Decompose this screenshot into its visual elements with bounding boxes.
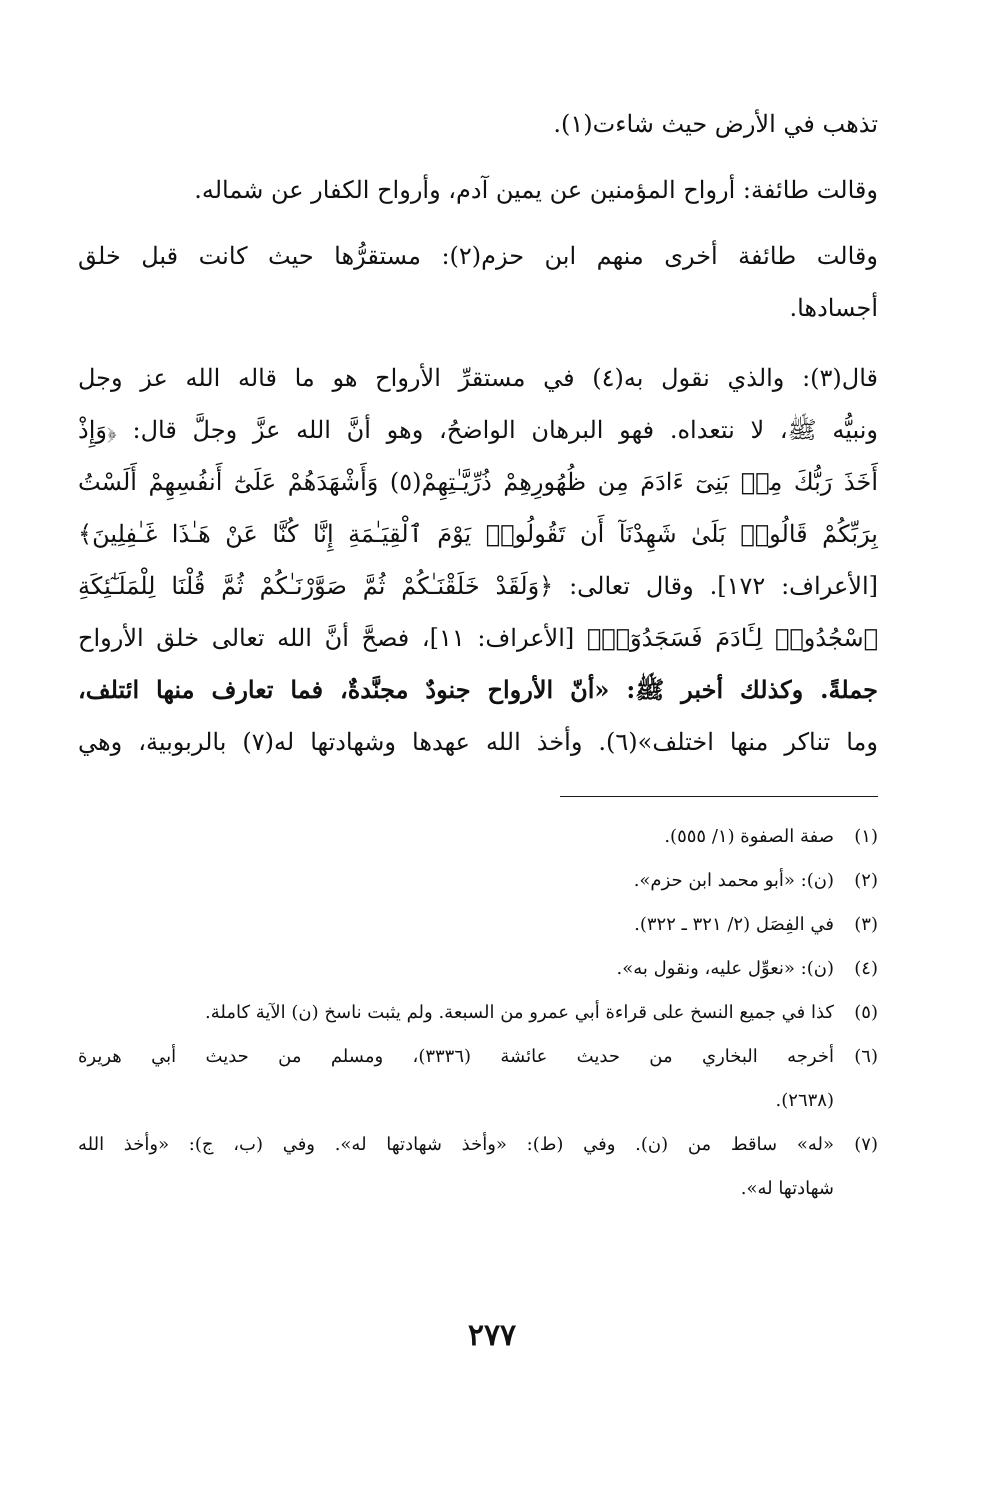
body-line-11: جملةً. وكذلك أخبر ﷺ: «أنّ الأرواح جنودٌ مجنَّدةٌ، فما تعارف منها ائتلف، <box>78 675 878 704</box>
page-content <box>78 98 878 1211</box>
body-line-7: أَخَذَ رَبُّكَ مِنۢ بَنِىٓ ءَادَمَ مِن ظُهُورِهِمْ ذُرِّيَّـٰتِهِمْ(٥) وَأَشْهَدَهُمْ عَلَىٰٓ أَنفُسِهِمْ أَلَسْتُ <box>78 468 878 496</box>
footnote-5 <box>78 991 878 1035</box>
footnote-number: (٥) <box>854 1002 878 1023</box>
footnote-number: (٢) <box>854 870 878 891</box>
footnote-1 <box>78 815 878 859</box>
footnote-4 <box>78 947 878 991</box>
body-line-9: [الأعراف: ١٧٢]. وقال تعالى: ﴿وَلَقَدْ خَلَقْنَـٰكُمْ ثُمَّ صَوَّرْنَـٰكُمْ ثُمَّ قُلْنَا لِلْمَلَـٰٓئِكَةِ <box>78 572 878 600</box>
footnote-3 <box>78 903 878 947</box>
body-line-2: وقالت طائفة: أرواح المؤمنين عن يمين آدم، وأرواح الكفار عن شماله. <box>194 176 878 204</box>
footnote-number: (١) <box>854 826 878 847</box>
footnote-text: في الفِصَل (٢/ ٣٢١ ـ ٣٢٢). <box>634 914 834 935</box>
footnote-2 <box>78 859 878 903</box>
footnote-7-continuation: شهادتها له». <box>740 1178 834 1199</box>
body-line-10: ٱسْجُدُوا۟ لِـَٔادَمَ فَسَجَدُوٓا۟﴾ [الأعراف: ١١]، فصحَّ أنَّ الله تعالى خلق الأرواح <box>78 624 878 652</box>
footnote-text: (ن): «نعوِّل عليه، ونقول به». <box>616 958 834 979</box>
body-line-8: بِرَبِّكُمْ قَالُوا۟ بَلَىٰ شَهِدْنَآ أَن تَقُولُوا۟ يَوْمَ ٱلْقِيَـٰمَةِ إِنَّا كُنَّا عَنْ هَـٰذَا غَـٰفِلِينَ﴾ <box>78 520 878 548</box>
body-line-6: ونبيُّه ﷺ، لا نتعداه. فهو البرهان الواضحُ، وهو أنَّ الله عزَّ وجلَّ قال: ﴿وَإِذْ <box>78 416 878 444</box>
footnote-6 <box>78 1035 878 1079</box>
body-line-1: تذهب في الأرض حيث شاءت(١). <box>553 110 878 138</box>
page-number: ٢٧٧ <box>467 1318 517 1353</box>
footnote-divider <box>560 796 878 797</box>
footnote-text: صفة الصفوة (١/ ٥٥٥). <box>664 826 834 847</box>
footnote-7 <box>78 1123 878 1167</box>
footnote-text: كذا في جميع النسخ على قراءة أبي عمرو من السبعة. ولم يثبت ناسخ (ن) الآية كاملة. <box>205 1002 834 1023</box>
footnote-number: (٣) <box>854 914 878 935</box>
footnote-text: «له» ساقط من (ن). وفي (ط): «وأخذ شهادتها له». وفي (ب، ج): «وأخذ الله <box>78 1134 834 1155</box>
body-line-3: وقالت طائفة أخرى منهم ابن حزم(٢): مستقرُّها حيث كانت قبل خلق <box>78 242 878 270</box>
footnote-6-continuation: (٢٦٣٨). <box>775 1090 834 1111</box>
footnote-number: (٦) <box>854 1046 878 1067</box>
footnote-text: (ن): «أبو محمد ابن حزم». <box>633 870 834 891</box>
body-line-12: وما تناكر منها اختلف»(٦). وأخذ الله عهدها وشهادتها له(٧) بالربوبية، وهي <box>78 728 878 756</box>
footnote-text: أخرجه البخاري من حديث عائشة (٣٣٣٦)، ومسلم من حديث أبي هريرة <box>78 1046 834 1067</box>
footnote-number: (٤) <box>854 958 878 979</box>
body-line-5: قال(٣): والذي نقول به(٤) في مستقرِّ الأرواح هو ما قاله الله عز وجل <box>78 364 878 392</box>
footnote-number: (٧) <box>854 1134 878 1155</box>
body-line-4: أجسادها. <box>789 294 878 322</box>
